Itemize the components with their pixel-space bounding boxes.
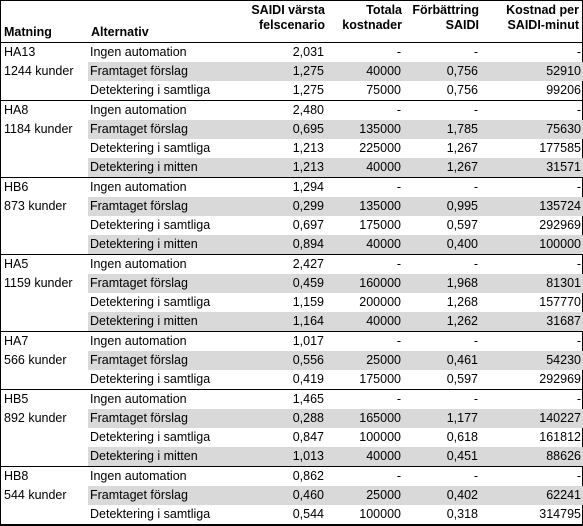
alternative-cell: Detektering i samtliga (90, 141, 211, 155)
feeder-empty-cell (1, 505, 88, 525)
alternative-cell: Ingen automation (90, 45, 187, 59)
alternative-cell: Framtaget förslag (88, 351, 251, 370)
improvement-cell: - (473, 334, 478, 348)
saidi-cell: 1,159 (292, 295, 324, 309)
cost-cell: 175000 (359, 218, 401, 232)
alternative-cell: Detektering i samtliga (90, 218, 211, 232)
cost-per-minute-cell: - (576, 257, 581, 271)
table-row (1, 332, 583, 352)
saidi-cell: 1,017 (292, 334, 324, 348)
cost-cell: 200000 (359, 295, 401, 309)
cost-per-minute-cell: 31571 (484, 158, 583, 178)
cost-cell: 40000 (330, 158, 407, 178)
alternative-cell: Ingen automation (90, 180, 187, 194)
saidi-cell: 0,697 (292, 218, 324, 232)
improvement-cell: 0,451 (407, 447, 484, 467)
cost-cell: 40000 (330, 62, 407, 81)
feeder-name: HA7 (1, 332, 88, 352)
cost-per-minute-cell: - (576, 45, 581, 59)
alternative-cell: Framtaget förslag (88, 120, 251, 139)
cost-cell: 160000 (330, 274, 407, 293)
table-row (1, 370, 583, 390)
header-saidi-line2: felscenario (258, 18, 325, 32)
cost-cell: 40000 (330, 312, 407, 332)
table-row (1, 351, 583, 370)
cost-cell: 225000 (359, 141, 401, 155)
improvement-cell: 0,995 (407, 197, 484, 216)
alternative-cell: Framtaget förslag (88, 486, 251, 505)
feeder-customers: 544 kunder (1, 486, 88, 505)
alternative-cell: Ingen automation (90, 469, 187, 483)
cost-per-minute-cell: - (576, 469, 581, 483)
feeder-name: HB6 (1, 178, 88, 198)
cost-per-minute-cell: 88626 (484, 447, 583, 467)
improvement-cell: 0,756 (407, 62, 484, 81)
feeder-customers: 1244 kunder (1, 62, 88, 81)
header-saidi-line1: SAIDI värsta (251, 3, 325, 17)
improvement-cell: 0,756 (407, 81, 484, 101)
saidi-cell: 1,465 (292, 392, 324, 406)
saidi-cell: 1,164 (251, 312, 330, 332)
feeder-name: HA5 (1, 255, 88, 275)
cost-per-minute-cell: 314795 (484, 505, 583, 525)
improvement-cell: 0,618 (446, 430, 478, 444)
alternative-cell: Ingen automation (90, 257, 187, 271)
table-row (1, 101, 583, 121)
header-cost-line1: Totala (366, 3, 402, 17)
alternative-cell: Detektering i samtliga (90, 430, 211, 444)
saidi-cell: 2,427 (292, 257, 324, 271)
cost-per-minute-cell: 52910 (484, 62, 583, 81)
feeder-empty-cell (1, 312, 88, 332)
feeder-name: HA8 (1, 101, 88, 121)
cost-per-minute-cell: - (576, 392, 581, 406)
alternative-cell: Framtaget förslag (88, 62, 251, 81)
cost-cell: 25000 (330, 351, 407, 370)
improvement-cell: 0,597 (407, 370, 484, 390)
improvement-cell: 1,177 (407, 409, 484, 428)
alternative-cell: Framtaget förslag (88, 409, 251, 428)
improvement-cell: 1,267 (407, 158, 484, 178)
improvement-cell: - (473, 103, 478, 117)
saidi-cell: 1,294 (292, 180, 324, 194)
cost-cell: 135000 (330, 120, 407, 139)
improvement-cell: - (473, 469, 478, 483)
table-row (1, 43, 583, 63)
alternative-cell: Detektering i samtliga (88, 81, 251, 101)
cost-cell: - (396, 392, 401, 406)
feeder-customers: 1159 kunder (1, 274, 88, 293)
header-matning: Matning (1, 1, 88, 43)
saidi-cell: 2,031 (292, 45, 324, 59)
feeder-empty-cell (1, 158, 88, 178)
saidi-cell: 0,556 (251, 351, 330, 370)
improvement-cell: 1,968 (407, 274, 484, 293)
table-row (1, 390, 583, 410)
alternative-cell: Ingen automation (90, 392, 187, 406)
saidi-cell: 0,847 (292, 430, 324, 444)
table-row (1, 178, 583, 198)
cost-per-minute-cell: 62241 (484, 486, 583, 505)
table-row (1, 81, 583, 101)
feeder-empty-cell (1, 428, 88, 447)
results-table (1, 1, 583, 525)
alternative-cell: Detektering i mitten (88, 158, 251, 178)
feeder-customers: 873 kunder (1, 197, 88, 216)
saidi-cell: 0,460 (251, 486, 330, 505)
feeder-empty-cell (1, 216, 88, 235)
header-cost (330, 1, 407, 43)
feeder-empty-cell (1, 235, 88, 255)
header-improvement (407, 1, 484, 43)
improvement-cell: - (473, 180, 478, 194)
table-row (1, 467, 583, 487)
improvement-cell: 0,402 (407, 486, 484, 505)
header-alternativ: Alternativ (88, 1, 251, 43)
cost-per-minute-cell: 177585 (539, 141, 581, 155)
improvement-cell: - (473, 45, 478, 59)
cost-per-minute-cell: - (576, 180, 581, 194)
improvement-cell: 1,268 (446, 295, 478, 309)
cost-cell: 75000 (330, 81, 407, 101)
feeder-empty-cell (1, 293, 88, 312)
cost-per-minute-cell: 81301 (484, 274, 583, 293)
feeder-empty-cell (1, 139, 88, 158)
saidi-cell: 1,275 (251, 81, 330, 101)
saidi-cell: 0,288 (251, 409, 330, 428)
table-row (1, 197, 583, 216)
improvement-cell: 0,597 (446, 218, 478, 232)
cost-cell: 175000 (330, 370, 407, 390)
header-saidi (251, 1, 330, 43)
saidi-cell: 0,299 (251, 197, 330, 216)
improvement-cell: 0,461 (407, 351, 484, 370)
cost-per-minute-cell: 292969 (484, 370, 583, 390)
saidi-cell: 2,480 (292, 103, 324, 117)
feeder-empty-cell (1, 81, 88, 101)
table-row (1, 139, 583, 158)
feeder-customers: 1184 kunder (1, 120, 88, 139)
cost-per-minute-cell: 100000 (484, 235, 583, 255)
alternative-cell: Detektering i mitten (88, 447, 251, 467)
table-body (1, 43, 583, 525)
improvement-cell: 1,785 (407, 120, 484, 139)
saidi-cell: 1,213 (292, 141, 324, 155)
saidi-cell: 1,213 (251, 158, 330, 178)
cost-cell: 40000 (330, 235, 407, 255)
feeder-name: HB5 (1, 390, 88, 410)
table-row (1, 505, 583, 525)
cost-per-minute-cell: 135724 (484, 197, 583, 216)
cost-per-minute-cell: 292969 (539, 218, 581, 232)
alternative-cell: Detektering i mitten (88, 312, 251, 332)
table-row (1, 274, 583, 293)
cost-cell: 100000 (359, 430, 401, 444)
cost-cell: 165000 (330, 409, 407, 428)
cost-per-minute-cell: 161812 (539, 430, 581, 444)
alternative-cell: Framtaget förslag (88, 197, 251, 216)
saidi-cell: 0,459 (251, 274, 330, 293)
alternative-cell: Framtaget förslag (88, 274, 251, 293)
cost-per-minute-cell: 31687 (484, 312, 583, 332)
table-row (1, 120, 583, 139)
cost-cell: 25000 (330, 486, 407, 505)
alternative-cell: Detektering i mitten (88, 235, 251, 255)
cost-cell: 40000 (330, 447, 407, 467)
header-improvement-line2: SAIDI (445, 18, 479, 32)
saidi-cell: 0,862 (292, 469, 324, 483)
table-row (1, 158, 583, 178)
cost-cell: - (396, 103, 401, 117)
saidi-cell: 0,419 (251, 370, 330, 390)
improvement-cell: 1,267 (446, 141, 478, 155)
table-row (1, 235, 583, 255)
table-row (1, 255, 583, 275)
table-row (1, 428, 583, 447)
table-header (1, 1, 583, 43)
table-row (1, 62, 583, 81)
table-row (1, 409, 583, 428)
feeder-name: HB8 (1, 467, 88, 487)
saidi-cell: 0,695 (251, 120, 330, 139)
alternative-cell: Ingen automation (90, 103, 187, 117)
improvement-cell: - (473, 392, 478, 406)
cost-cell: - (396, 180, 401, 194)
improvement-cell: 0,318 (407, 505, 484, 525)
header-improvement-line1: Förbättring (412, 3, 479, 17)
cost-per-minute-cell: 54230 (484, 351, 583, 370)
cost-per-minute-cell: 140227 (484, 409, 583, 428)
cost-cell: 100000 (330, 505, 407, 525)
feeder-customers: 892 kunder (1, 409, 88, 428)
cost-per-minute-cell: - (576, 334, 581, 348)
feeder-customers: 566 kunder (1, 351, 88, 370)
improvement-cell: 1,262 (407, 312, 484, 332)
table-row (1, 447, 583, 467)
cost-per-minute-cell: 157770 (539, 295, 581, 309)
alternative-cell: Ingen automation (90, 334, 187, 348)
feeder-empty-cell (1, 447, 88, 467)
feeder-empty-cell (1, 370, 88, 390)
header-cost-line2: kostnader (342, 18, 402, 32)
cost-cell: - (396, 45, 401, 59)
cost-cell: - (396, 469, 401, 483)
table-row (1, 293, 583, 312)
improvement-cell: 0,400 (407, 235, 484, 255)
alternative-cell: Detektering i samtliga (88, 505, 251, 525)
cost-per-minute-cell: - (576, 103, 581, 117)
header-cpm-line1: Kostnad per (506, 3, 579, 17)
alternative-cell: Detektering i samtliga (88, 370, 251, 390)
table-row (1, 216, 583, 235)
cost-cell: - (396, 334, 401, 348)
cost-cell: - (396, 257, 401, 271)
saidi-cell: 1,275 (251, 62, 330, 81)
feeder-name: HA13 (1, 43, 88, 63)
saidi-cell: 1,013 (251, 447, 330, 467)
cost-per-minute-cell: 99206 (484, 81, 583, 101)
alternative-cell: Detektering i samtliga (90, 295, 211, 309)
table-row (1, 486, 583, 505)
improvement-cell: - (473, 257, 478, 271)
saidi-cell: 0,894 (251, 235, 330, 255)
table-row (1, 312, 583, 332)
header-cost-per-minute (484, 1, 583, 43)
cost-per-minute-cell: 75630 (484, 120, 583, 139)
header-cpm-line2: SAIDI-minut (507, 18, 579, 32)
cost-cell: 135000 (330, 197, 407, 216)
saidi-cell: 0,544 (251, 505, 330, 525)
